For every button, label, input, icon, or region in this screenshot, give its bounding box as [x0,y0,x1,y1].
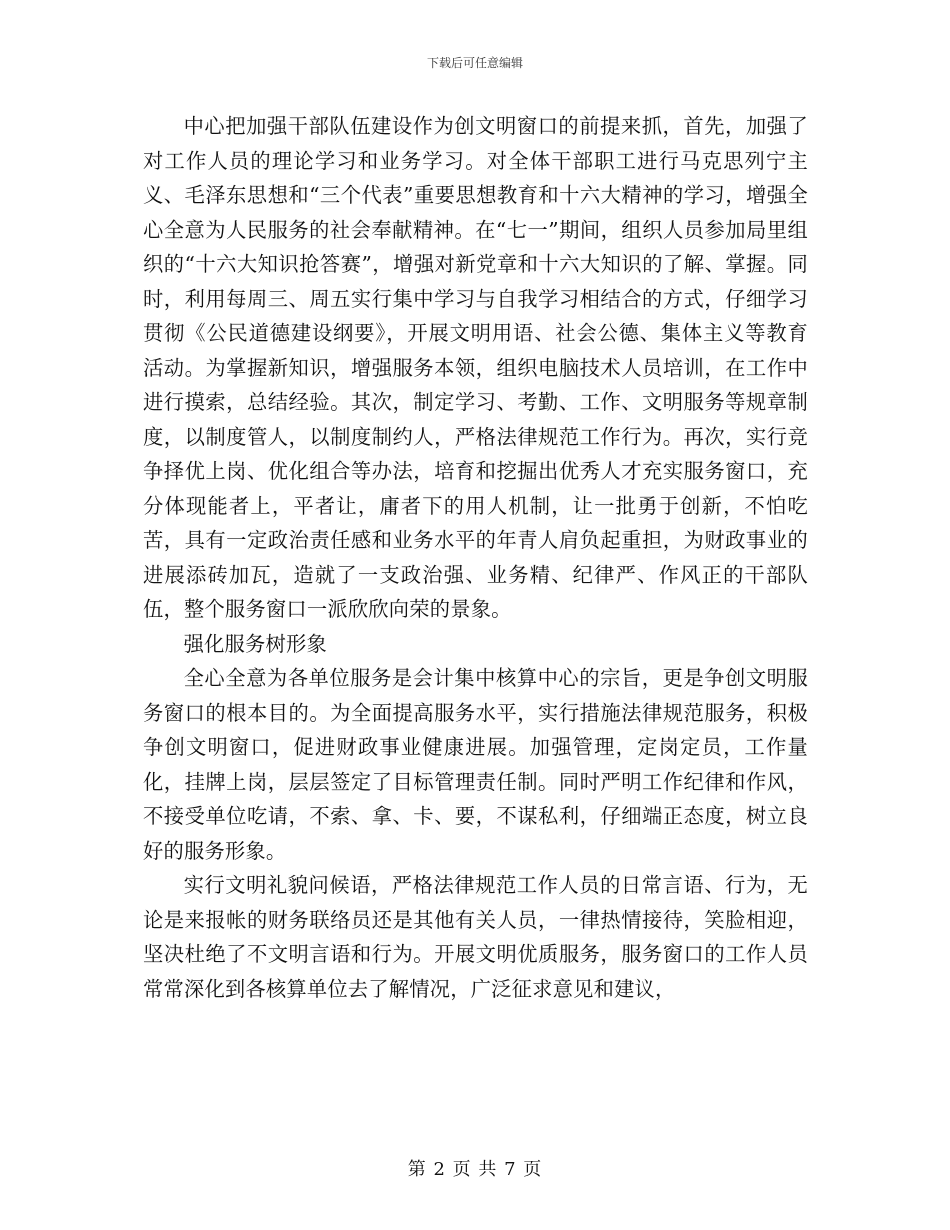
page-number-footer: 第 2 页 共 7 页 [407,1159,543,1180]
document-body [143,109,808,1006]
paragraph-service-purpose: 全心全意为各单位服务是会计集中核算中心的宗旨，更是争创文明服务窗口的根本目的。为全面提高服务水平，实行措施法律规范服务，积极争创文明窗口，促进财政事业健康进展。加强管理，定岗定员，工作量化，挂牌上岗，层层签定了目标管理责任制。同时严明工作纪律和作风，不接受单位吃请，不索、拿、卡、要，不谋私利，仔细端正态度，树立良好的服务形象。 [143,666,808,863]
page-header-note: 下载后可任意编辑 [426,56,523,70]
paragraph-civilized-greetings: 实行文明礼貌问候语，严格法律规范工作人员的日常言语、行为，无论是来报帐的财务联络员还是其他有关人员，一律热情接待，笑脸相迎，坚决杜绝了不文明言语和行为。开展文明优质服务，服务窗口的工作人员常常深化到各核算单位去了解情况，广泛征求意见和建议， [143,873,808,1001]
section-heading-service-image: 强化服务树形象 [183,631,327,656]
paragraph-cadre-building: 中心把加强干部队伍建设作为创文明窗口的前提来抓，首先，加强了对工作人员的理论学习和业务学习。对全体干部职工进行马克思列宁主义、毛泽东思想和“三个代表”重要思想教育和十六大精神的学习，增强全心全意为人民服务的社会奉献精神。在“七一”期间，组织人员参加局里组织的“十六大知识抢答赛”，增强对新党章和十六大知识的了解、掌握。同时，利用每周三、周五实行集中学习与自我学习相结合的方式，仔细学习贯彻《公民道德建设纲要》，开展文明用语、社会公德、集体主义等教育活动。为掌握新知识，增强服务本领，组织电脑技术人员培训，在工作中进行摸索，总结经验。其次，制定学习、考勤、工作、文明服务等规章制度，以制度管人，以制度制约人，严格法律规范工作行为。再次，实行竞争择优上岗、优化组合等办法，培育和挖掘出优秀人才充实服务窗口，充分体现能者上，平者让，庸者下的用人机制，让一批勇于创新，不怕吃苦，具有一定政治责任感和业务水平的年青人肩负起重担，为财政事业的进展添砖加瓦，造就了一支政治强、业务精、纪律严、作风正的干部队伍，整个服务窗口一派欣欣向荣的景象。 [143,114,808,621]
